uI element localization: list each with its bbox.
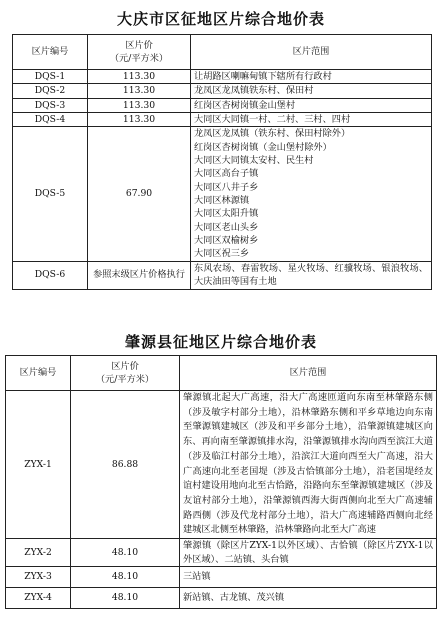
zone-range <box>191 127 432 261</box>
header-zone-id: 区片编号 <box>6 356 71 391</box>
table-header-row <box>13 35 432 70</box>
header-zone-range: 区片范围 <box>180 356 437 391</box>
header-price-label: 区片价 <box>111 360 139 372</box>
land-price-table-zhaoyuan <box>5 355 437 609</box>
zone-id: DQS-2 <box>13 84 88 98</box>
header-zone-price <box>88 35 191 70</box>
table1-title: 大庆市区征地区片综合地价表 <box>116 10 325 28</box>
table2-title: 肇源县征地区片综合地价表 <box>124 333 317 351</box>
zone-id: DQS-3 <box>13 98 88 112</box>
header-zone-range: 区片范围 <box>191 35 432 70</box>
zone-range: 三站镇 <box>180 566 437 587</box>
zone-range: 红岗区杏树岗镇金山堡村 <box>191 98 432 112</box>
zone-price: 113.30 <box>88 70 191 84</box>
table-row <box>13 84 432 98</box>
zone-range: 大同区大同镇一村、二村、三村、四村 <box>191 113 432 127</box>
zone-price: 67.90 <box>88 127 191 261</box>
zone-price: 48.10 <box>71 566 180 587</box>
table-row <box>13 261 432 289</box>
land-price-table-daqing <box>12 34 432 290</box>
zone-id: DQS-1 <box>13 70 88 84</box>
zone-range: 让胡路区喇嘛甸镇下辖所有行政村 <box>191 70 432 84</box>
zone-range: 东风农场、春雷牧场、星火牧场、红骥牧场、银浪牧场、大庆油田等国有土地 <box>191 261 432 289</box>
range-line: 红岗区杏树岗镇（金山堡村除外） <box>194 141 332 153</box>
header-price-unit: （元/平方米） <box>109 53 169 64</box>
table-row <box>13 70 432 84</box>
zone-price: 113.30 <box>88 84 191 98</box>
zone-price: 48.10 <box>71 587 180 608</box>
zone-price: 113.30 <box>88 98 191 112</box>
zone-price: 113.30 <box>88 113 191 127</box>
zone-id: DQS-6 <box>13 261 88 289</box>
range-line: 大同区八井子乡 <box>194 181 259 193</box>
table-row <box>6 539 437 567</box>
table-row <box>13 127 432 261</box>
range-line: 大同区老山头乡 <box>194 221 259 233</box>
zone-id: DQS-4 <box>13 113 88 127</box>
range-line: 大同区双榆树乡 <box>194 235 259 247</box>
range-line: 大同区林源镇 <box>194 195 250 207</box>
zone-id: DQS-5 <box>13 127 88 261</box>
zone-price: 48.10 <box>71 539 180 567</box>
zone-price: 86.88 <box>71 391 180 539</box>
table-row <box>13 113 432 127</box>
zone-id: ZYX-4 <box>6 587 71 608</box>
range-line: 大同区高台子镇 <box>194 168 259 180</box>
table-row <box>6 566 437 587</box>
range-line: 大同区大同镇太安村、民生村 <box>194 155 314 167</box>
range-line: 龙凤区龙凤镇（铁东村、保田村除外） <box>194 128 351 140</box>
header-price-unit: （元/平方米） <box>95 374 155 385</box>
header-zone-price <box>71 356 180 391</box>
zone-range: 肇源镇（除区片ZYX-1以外区域）、古恰镇（除区片ZYX-1以外区域）、二站镇、头台镇 <box>180 539 437 567</box>
table-row <box>6 587 437 608</box>
zone-id: ZYX-2 <box>6 539 71 567</box>
table-row <box>6 391 437 539</box>
zone-id: ZYX-1 <box>6 391 71 539</box>
zone-price: 参照末级区片价格执行 <box>88 261 191 289</box>
zone-id: ZYX-3 <box>6 566 71 587</box>
range-line: 大同区祝三乡 <box>194 248 250 260</box>
zone-range: 新站镇、古龙镇、茂兴镇 <box>180 587 437 608</box>
header-zone-id: 区片编号 <box>13 35 88 70</box>
table-row <box>13 98 432 112</box>
table-header-row <box>6 356 437 391</box>
header-price-label: 区片价 <box>125 39 153 51</box>
range-line: 大同区太阳升镇 <box>194 208 259 220</box>
zone-range: 肇源镇北起大广高速，沿大广高速匝道向东南至林肇路东侧（涉及敏字村部分土地），沿林肇路东侧和平乡草地边向东南至肇源镇建城区（涉及和平乡部分土地），沿肇源镇建城区向东、再向南至肇源镇排水沟，沿肇源镇排水沟向西至滨江大道（涉及临江村部分土地），沿滨江大道向西至大广高速，沿大广高速向北至老国堤（涉及古恰镇部分土地），沿老国堤经友谊村建设用地向北至古恰路，沿路向东至肇源镇建城区（涉及友谊村部分土地），沿肇源镇西海大街西侧向北至大广高速辅路西侧（涉及代龙村部分土地），沿大广高速辅路西侧向北经建城区北侧至林肇路，沿林肇路向北至大广高速 <box>180 391 437 539</box>
zone-range: 龙凤区龙凤镇铁东村、保田村 <box>191 84 432 98</box>
